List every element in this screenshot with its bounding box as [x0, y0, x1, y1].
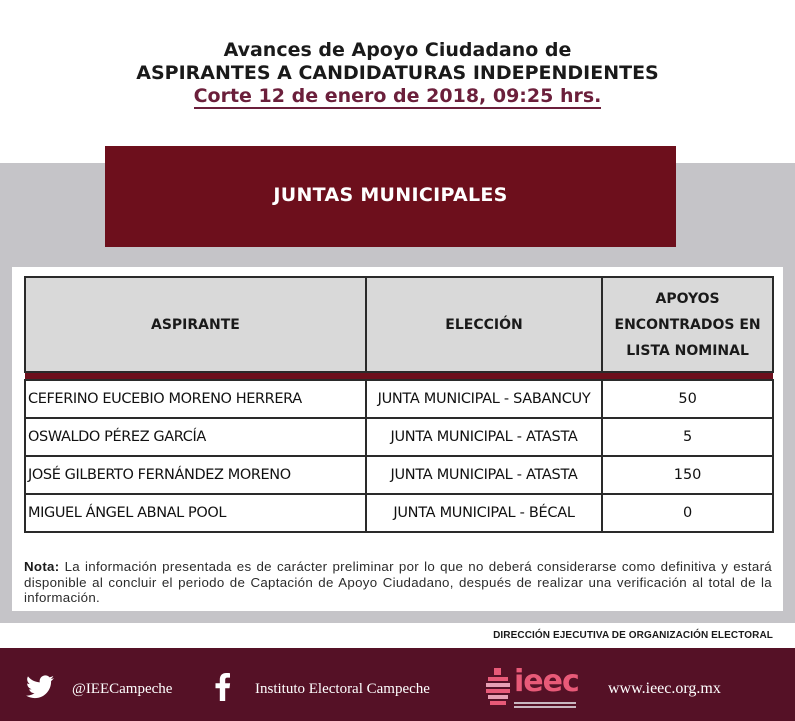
table-header-row	[25, 277, 773, 372]
website-link[interactable]: www.ieec.org.mx	[608, 680, 721, 697]
cell-eleccion: JUNTA MUNICIPAL - ATASTA	[366, 456, 602, 494]
section-title: JUNTAS MUNICIPALES	[273, 184, 508, 206]
table-row	[25, 380, 773, 418]
header-apoyos: APOYOS ENCONTRADOS EN LISTA NOMINAL	[602, 277, 773, 372]
cell-apoyos: 5	[602, 418, 773, 456]
direction-label: DIRECCIÓN EJECUTIVA DE ORGANIZACIÓN ELECTORAL	[493, 630, 773, 641]
header-title-line2: ASPIRANTES A CANDIDATURAS INDEPENDIENTES	[136, 62, 659, 84]
document-header	[0, 0, 795, 163]
cell-apoyos: 50	[602, 380, 773, 418]
ieec-logo-text: ieec	[514, 664, 579, 699]
note-text: La información presentada es de carácter preliminar por lo que no deberá considerarse como definitiva y estará disponible al concluir el periodo de Captación de Apoyo Ciudadano, después de realizar una verificación al total de la información.	[24, 559, 772, 605]
ieec-logo	[484, 662, 579, 714]
ieec-logo-mark	[486, 668, 510, 706]
header-eleccion: ELECCIÓN	[366, 277, 602, 372]
table-row	[25, 494, 773, 532]
facebook-icon[interactable]	[210, 673, 236, 701]
twitter-handle[interactable]: @IEECampeche	[72, 681, 173, 697]
separator-bar	[25, 372, 773, 380]
cell-eleccion: JUNTA MUNICIPAL - BÉCAL	[366, 494, 602, 532]
cutoff-date	[0, 85, 795, 108]
cell-aspirante: MIGUEL ÁNGEL ABNAL POOL	[25, 494, 366, 532]
header-aspirante: ASPIRANTE	[25, 277, 366, 372]
twitter-icon[interactable]	[26, 675, 54, 699]
cell-apoyos: 150	[602, 456, 773, 494]
facebook-name[interactable]: Instituto Electoral Campeche	[255, 681, 430, 697]
cutoff-date-text: Corte 12 de enero de 2018, 09:25 hrs.	[193, 85, 602, 107]
cell-apoyos: 0	[602, 494, 773, 532]
note-label: Nota:	[24, 559, 60, 574]
header-separator	[25, 372, 773, 380]
table-row	[25, 456, 773, 494]
cell-aspirante: CEFERINO EUCEBIO MORENO HERRERA	[25, 380, 366, 418]
cell-eleccion: JUNTA MUNICIPAL - ATASTA	[366, 418, 602, 456]
aspirants-table	[24, 276, 774, 533]
cell-aspirante: OSWALDO PÉREZ GARCÍA	[25, 418, 366, 456]
cell-aspirante: JOSÉ GILBERTO FERNÁNDEZ MORENO	[25, 456, 366, 494]
disclaimer-note	[24, 559, 772, 606]
ieec-logo-subtitle	[514, 702, 576, 710]
section-banner	[105, 146, 676, 247]
table-row	[25, 418, 773, 456]
cell-eleccion: JUNTA MUNICIPAL - SABANCUY	[366, 380, 602, 418]
footer-bar	[0, 648, 795, 721]
header-title-line1: Avances de Apoyo Ciudadano de	[223, 39, 572, 61]
